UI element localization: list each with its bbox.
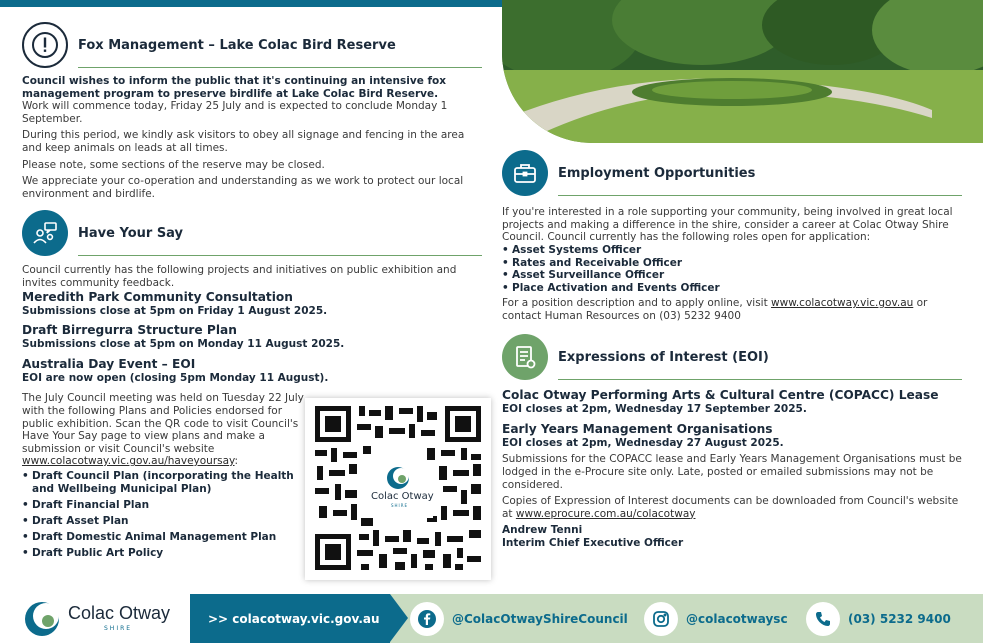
- footer-url-chevron: [390, 594, 408, 642]
- eoi-paragraph-2-text: Copies of Expression of Interest documents can be downloaded from Council's website at: [502, 495, 959, 520]
- eoi-section-rule: [558, 379, 962, 380]
- employment-section: [502, 150, 962, 322]
- say-plans-paragraph: [22, 392, 304, 468]
- say-plans-colon: :: [234, 455, 239, 468]
- employment-section-rule: [558, 195, 962, 196]
- eoi-paragraph-1: Submissions for the COPACC lease and Early Years Management Organisations must be lodged in the e-Procure site only. Late, posted or emailed submissions may not be considered.: [502, 453, 962, 491]
- role-item: • Rates and Receivable Officer: [502, 257, 962, 270]
- fox-paragraph-1: Work will commence today, Friday 25 July and is expected to conclude Monday 1 September.: [22, 100, 448, 125]
- say-item-detail: Submissions close at 5pm on Monday 11 August 2025.: [22, 338, 345, 351]
- phone-number: (03) 5232 9400: [848, 611, 951, 626]
- facebook-handle: @ColacOtwayShireCouncil: [452, 611, 628, 626]
- qr-code-pattern: [305, 398, 491, 580]
- top-accent-bar: [0, 0, 502, 7]
- briefcase-icon: [502, 150, 548, 196]
- have-your-say-link[interactable]: www.colacotway.vic.gov.au/haveyoursay: [22, 455, 235, 468]
- plan-item: • Draft Public Art Policy: [22, 547, 304, 560]
- fox-management-section: [22, 22, 482, 200]
- employment-outro-text: For a position description and to apply online, visit: [502, 296, 772, 309]
- fox-lead: Council wishes to inform the public that it's continuing an intensive fox management program to preserve birdlife at Lake Colac Bird Reserve.: [22, 75, 447, 100]
- eoi-item: [502, 388, 962, 416]
- footer-website-link[interactable]: >> colacotway.vic.gov.au: [190, 594, 390, 643]
- document-icon: [502, 334, 548, 380]
- eoi-section-title: Expressions of Interest (EOI): [558, 349, 769, 365]
- role-item: • Place Activation and Events Officer: [502, 282, 962, 295]
- footer-logo-text: Colac Otway: [68, 603, 171, 623]
- say-section-title: Have Your Say: [78, 225, 184, 241]
- people-chat-icon: [22, 210, 68, 256]
- say-section-header: [22, 210, 482, 256]
- plan-item: • Draft Domestic Animal Management Plan: [22, 531, 304, 544]
- footer-logo[interactable]: [0, 594, 190, 643]
- fox-section-header: [22, 22, 482, 68]
- plan-item: • Draft Financial Plan: [22, 499, 304, 512]
- footer-instagram[interactable]: [644, 594, 788, 643]
- eoi-item-detail: EOI closes at 2pm, Wednesday 27 August 2025.: [502, 436, 784, 449]
- say-item: [22, 290, 482, 318]
- qr-code[interactable]: [305, 398, 491, 580]
- say-plans-block: [22, 392, 304, 560]
- footer: [0, 594, 983, 643]
- say-item: [22, 357, 482, 385]
- say-item-heading: Australia Day Event – EOI: [22, 356, 196, 371]
- say-item-heading: Meredith Park Community Consultation: [22, 289, 293, 304]
- footer-logo-sub: SHIRE: [104, 625, 133, 632]
- signatory-name: Andrew Tenni: [502, 524, 583, 537]
- eoi-item-heading: Colac Otway Performing Arts & Cultural Centre (COPACC) Lease: [502, 388, 939, 403]
- eoi-paragraph-2: [502, 495, 962, 520]
- say-item-detail: EOI are now open (closing 5pm Monday 11 August).: [22, 371, 329, 384]
- phone-icon: [806, 602, 840, 636]
- employment-section-header: [502, 150, 962, 196]
- qr-logo-sub: SHIRE: [391, 503, 409, 508]
- employment-outro: [502, 297, 962, 322]
- roles-list: [502, 244, 962, 295]
- say-intro: Council currently has the following projects and initiatives on public exhibition and invites community feedback.: [22, 264, 457, 289]
- fox-paragraph-4: We appreciate your co-operation and understanding as we work to protect our local environment and birdlife.: [22, 175, 464, 200]
- role-item: • Asset Surveillance Officer: [502, 269, 962, 282]
- signatory-role: Interim Chief Executive Officer: [502, 536, 684, 549]
- fox-section-rule: [78, 67, 482, 68]
- colacotway-website-link[interactable]: www.colacotway.vic.gov.au: [771, 296, 914, 309]
- say-section-rule: [78, 255, 482, 256]
- right-column: [502, 150, 962, 550]
- alert-icon: [22, 22, 68, 68]
- employment-outro-contact: or contact Human Resources on (03) 5232 9400: [502, 296, 928, 322]
- plan-item: • Draft Council Plan (incorporating the Health and Wellbeing Municipal Plan): [22, 470, 304, 496]
- employment-section-title: Employment Opportunities: [558, 165, 756, 181]
- say-item: [22, 323, 482, 351]
- colac-otway-logo-icon: [22, 599, 62, 639]
- employment-intro: If you're interested in a role supporting your community, being involved in great local projects and making a difference in the shire, consider a career at Colac Otway Shire Council. Council currently has the following roles open for application:: [502, 206, 953, 244]
- say-item-detail: Submissions close at 5pm on Friday 1 August 2025.: [22, 304, 328, 317]
- instagram-handle: @colacotwaysc: [686, 611, 788, 626]
- say-plans-text: The July Council meeting was held on Tuesday 22 July with the following Plans and Policies endorsed for public exhibition. Scan the QR code to visit Council's Have Your Say page to view plans and make a submission or visit Council's website: [22, 392, 304, 455]
- eoi-item-detail: EOI closes at 2pm, Wednesday 17 September 2025.: [502, 403, 807, 416]
- fox-paragraph-3: Please note, some sections of the reserve may be closed.: [22, 158, 325, 171]
- eprocure-link[interactable]: www.eprocure.com.au/colacotway: [515, 507, 696, 520]
- eoi-section: [502, 334, 962, 549]
- say-item-heading: Draft Birregurra Structure Plan: [22, 323, 237, 338]
- park-photo: [502, 0, 983, 143]
- fox-paragraph-2: During this period, we kindly ask visitors to obey all signage and fencing in the area and keep animals on leads at all times.: [22, 129, 465, 154]
- fox-section-title: Fox Management – Lake Colac Bird Reserve: [78, 37, 396, 53]
- footer-phone[interactable]: [806, 594, 951, 643]
- instagram-icon: [644, 602, 678, 636]
- plan-item: • Draft Asset Plan: [22, 515, 304, 528]
- role-item: • Asset Systems Officer: [502, 244, 962, 257]
- facebook-icon: [410, 602, 444, 636]
- eoi-item-heading: Early Years Management Organisations: [502, 421, 773, 436]
- qr-logo-text: Colac Otway: [371, 491, 434, 502]
- footer-facebook[interactable]: [410, 594, 628, 643]
- eoi-item: [502, 422, 962, 450]
- plans-list: [22, 470, 304, 560]
- eoi-section-header: [502, 334, 962, 380]
